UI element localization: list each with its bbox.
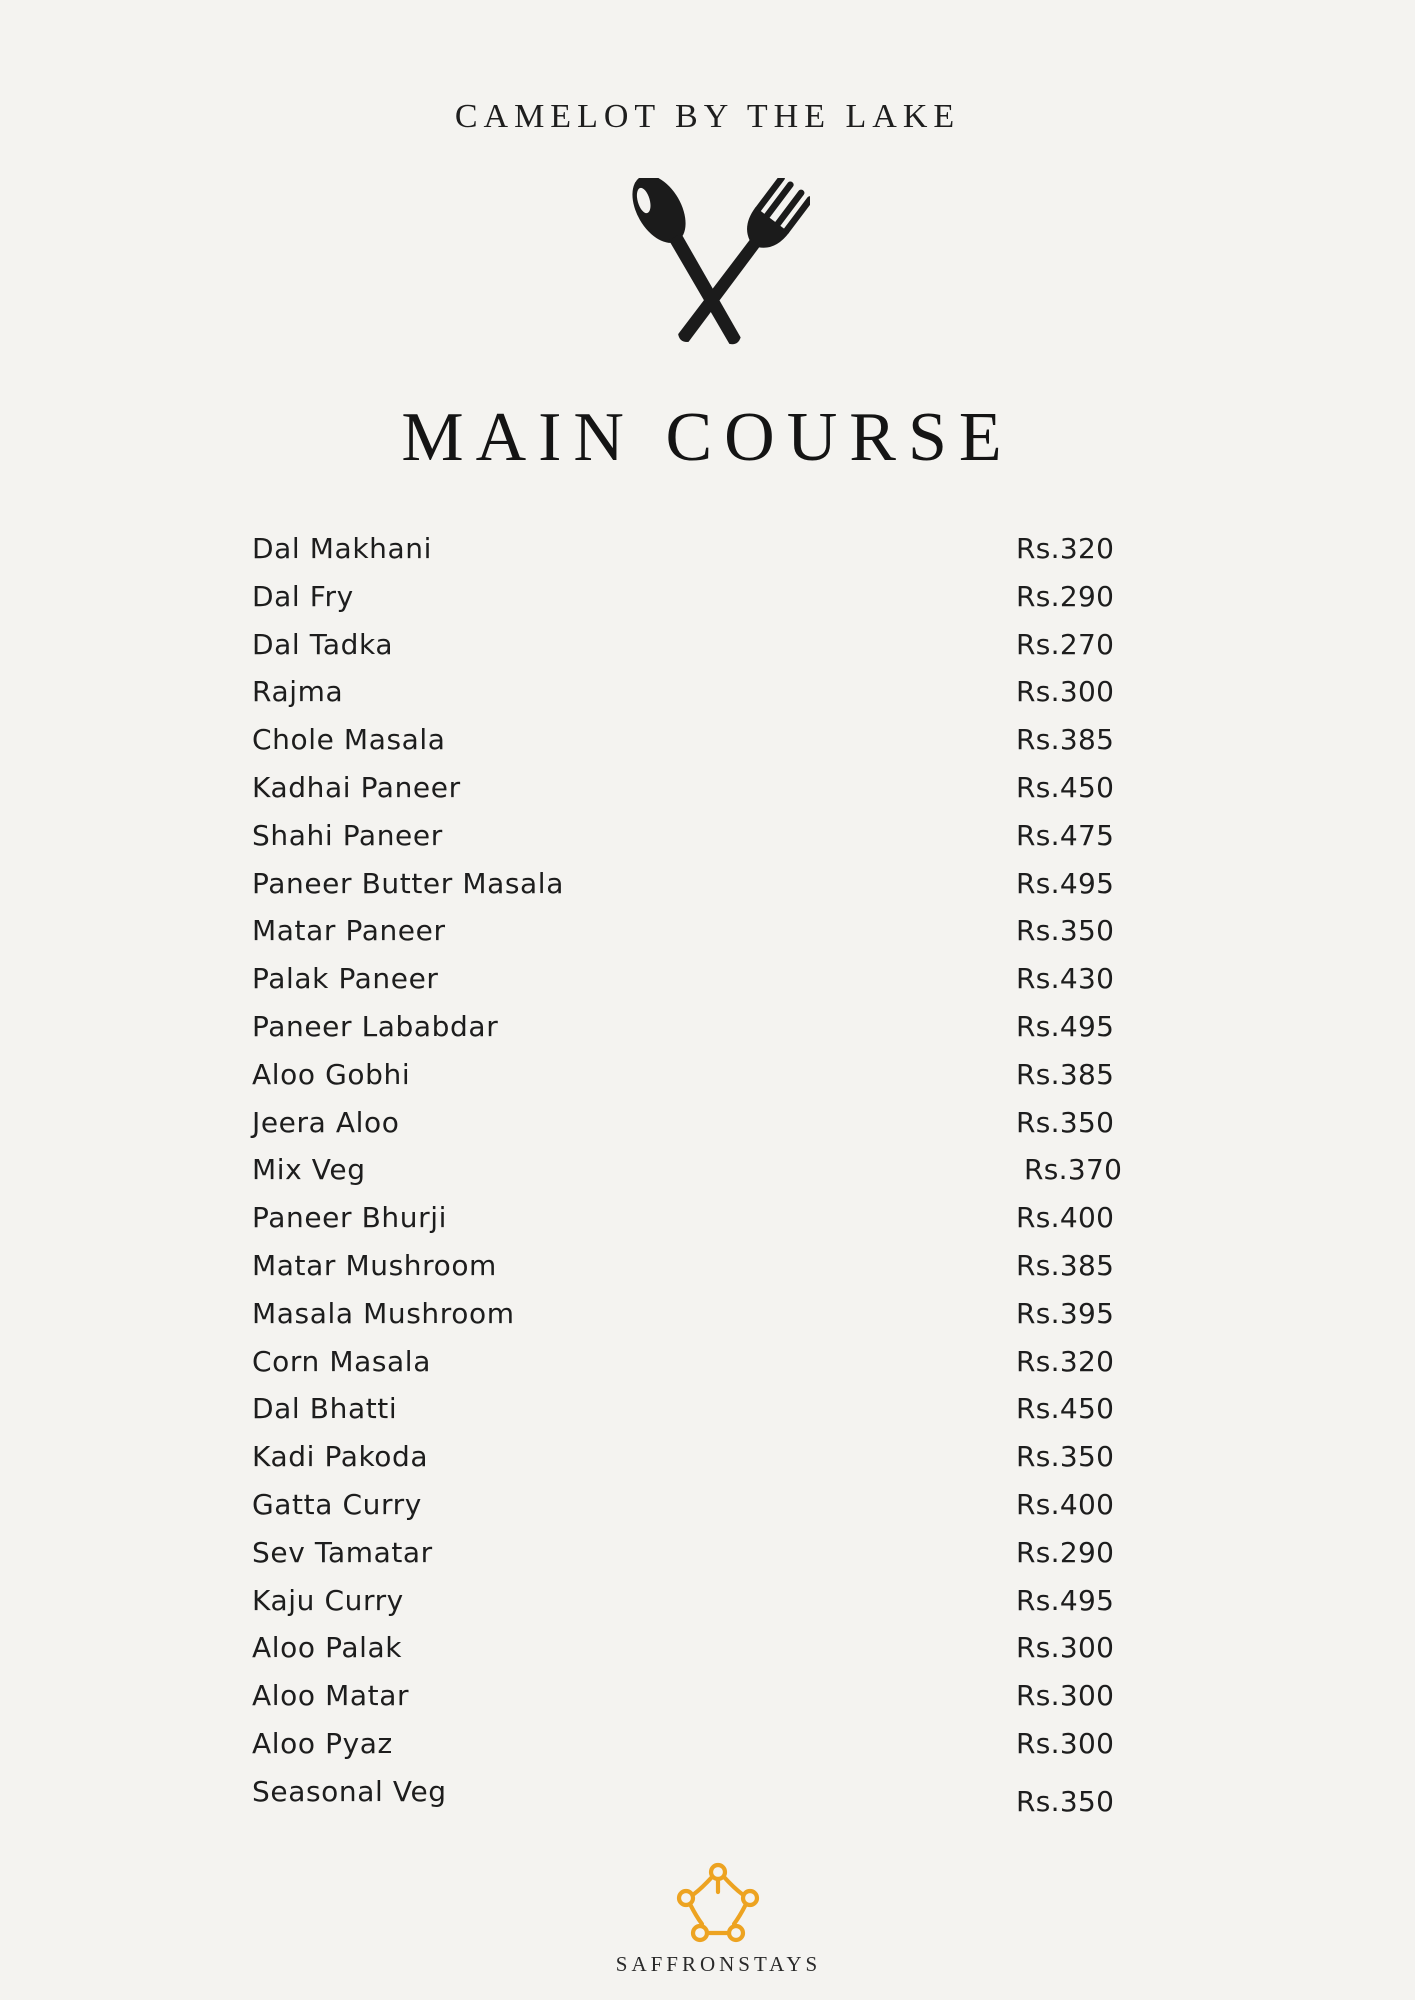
dish-name: Paneer Lababdar xyxy=(252,1009,499,1043)
menu-item xyxy=(252,1627,1132,1675)
dish-price: Rs.495 xyxy=(1016,1583,1115,1617)
dish-price: Rs.495 xyxy=(1016,1009,1115,1043)
brand-name: SAFFRONSTAYS xyxy=(615,1952,822,1976)
dish-price: Rs.475 xyxy=(1016,818,1115,852)
dish-name: Matar Paneer xyxy=(252,914,446,948)
menu-item xyxy=(252,719,1132,767)
menu-item xyxy=(252,1675,1132,1723)
menu-list xyxy=(252,528,1132,1819)
dish-price: Rs.350 xyxy=(1016,914,1115,948)
menu-item xyxy=(252,1197,1132,1245)
dish-price: Rs.320 xyxy=(1016,1344,1115,1378)
menu-item xyxy=(252,1054,1132,1102)
dish-name: Chole Masala xyxy=(252,723,446,757)
menu-item xyxy=(252,815,1132,863)
dish-price: Rs.385 xyxy=(1016,723,1115,757)
menu-item xyxy=(252,1102,1132,1150)
menu-item xyxy=(252,767,1132,815)
menu-item xyxy=(252,1771,1132,1819)
spoon-fork-icon xyxy=(610,178,810,368)
menu-item xyxy=(252,1293,1132,1341)
dish-price: Rs.290 xyxy=(1016,579,1115,613)
dish-price: Rs.350 xyxy=(1016,1105,1115,1139)
menu-item xyxy=(252,528,1132,576)
dish-name: Jeera Aloo xyxy=(252,1105,400,1139)
dish-name: Kadhai Paneer xyxy=(252,770,461,804)
dish-price: Rs.300 xyxy=(1016,1679,1115,1713)
menu-item xyxy=(252,1436,1132,1484)
menu-item xyxy=(252,958,1132,1006)
venue-name: CAMELOT BY THE LAKE xyxy=(454,98,961,135)
dish-name: Rajma xyxy=(252,675,344,709)
menu-item xyxy=(252,1723,1132,1771)
menu-item xyxy=(252,863,1132,911)
section-title: MAIN COURSE xyxy=(401,399,1014,476)
dish-name: Matar Mushroom xyxy=(252,1248,497,1282)
menu-item xyxy=(252,1006,1132,1054)
dish-name: Aloo Pyaz xyxy=(252,1726,393,1760)
dish-name: Palak Paneer xyxy=(252,962,439,996)
dish-price: Rs.450 xyxy=(1016,770,1115,804)
menu-item xyxy=(252,671,1132,719)
menu-item xyxy=(252,910,1132,958)
dish-name: Dal Makhani xyxy=(252,532,432,565)
dish-name: Gatta Curry xyxy=(252,1487,422,1521)
dish-name: Mix Veg xyxy=(252,1153,366,1187)
menu-item xyxy=(252,576,1132,624)
dish-price: Rs.495 xyxy=(1016,866,1115,900)
dish-name: Sev Tamatar xyxy=(252,1535,433,1569)
dish-name: Dal Tadka xyxy=(252,627,394,661)
dish-price: Rs.370 xyxy=(1024,1153,1123,1187)
dish-name: Aloo Palak xyxy=(252,1631,403,1665)
dish-price: Rs.270 xyxy=(1016,627,1115,661)
dish-name: Shahi Paneer xyxy=(252,818,443,852)
menu-item xyxy=(252,1484,1132,1532)
dish-price: Rs.320 xyxy=(1016,532,1115,565)
dish-price: Rs.395 xyxy=(1016,1296,1115,1330)
dish-name: Masala Mushroom xyxy=(252,1296,515,1330)
dish-name: Dal Fry xyxy=(252,579,354,613)
dish-price: Rs.350 xyxy=(1016,1784,1115,1818)
saffronstays-logo-icon xyxy=(672,1858,764,1950)
dish-name: Aloo Gobhi xyxy=(252,1057,411,1091)
menu-item xyxy=(252,1388,1132,1436)
dish-price: Rs.430 xyxy=(1016,962,1115,996)
dish-name: Corn Masala xyxy=(252,1344,431,1378)
dish-price: Rs.300 xyxy=(1016,675,1115,709)
menu-item xyxy=(252,1341,1132,1389)
menu-item xyxy=(252,1532,1132,1580)
dish-name: Seasonal Veg xyxy=(252,1774,447,1808)
dish-name: Aloo Matar xyxy=(252,1679,410,1713)
dish-price: Rs.450 xyxy=(1016,1392,1115,1426)
menu-item xyxy=(252,624,1132,672)
dish-name: Dal Bhatti xyxy=(252,1392,398,1426)
menu-item xyxy=(252,1245,1132,1293)
dish-price: Rs.385 xyxy=(1016,1057,1115,1091)
dish-price: Rs.385 xyxy=(1016,1248,1115,1282)
dish-price: Rs.400 xyxy=(1016,1487,1115,1521)
menu-item xyxy=(252,1149,1132,1197)
dish-price: Rs.300 xyxy=(1016,1631,1115,1665)
menu-item xyxy=(252,1580,1132,1628)
dish-price: Rs.290 xyxy=(1016,1535,1115,1569)
dish-price: Rs.400 xyxy=(1016,1201,1115,1235)
dish-price: Rs.350 xyxy=(1016,1440,1115,1474)
dish-name: Paneer Bhurji xyxy=(252,1201,447,1235)
dish-name: Kaju Curry xyxy=(252,1583,404,1617)
dish-name: Kadi Pakoda xyxy=(252,1440,429,1474)
dish-price: Rs.300 xyxy=(1016,1726,1115,1760)
dish-name: Paneer Butter Masala xyxy=(252,866,564,900)
